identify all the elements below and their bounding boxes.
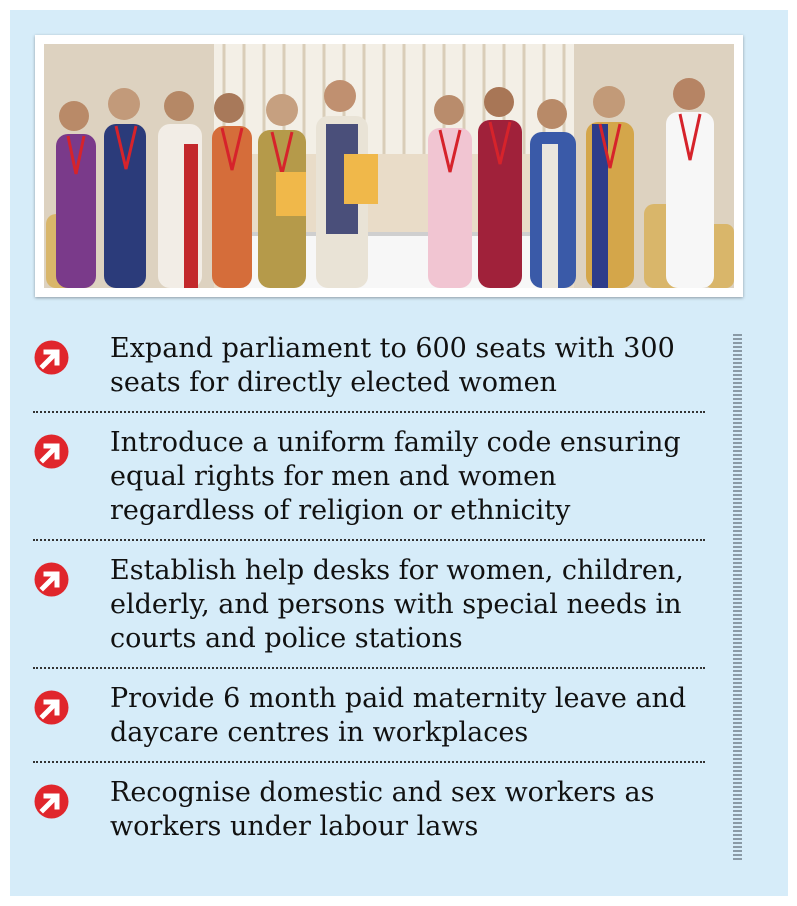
text-line: Establish help desks for women, children, [110,555,684,586]
list-item-text [110,554,705,656]
text-line: seats for directly elected women [110,367,557,398]
text-line: Introduce a uniform family code ensuring [110,427,681,458]
text-line: courts and police stations [110,623,463,654]
group-photo [44,44,734,288]
text-line: equal rights for men and women [110,461,557,492]
arrow-bullet-icon [33,339,70,376]
list-item [33,682,705,750]
arrow-bullet-icon [33,689,70,726]
text-line: regardless of religion or ethnicity [110,495,571,526]
recommendation-list [33,332,705,844]
arrow-bullet-icon [33,561,70,598]
text-line: daycare centres in workplaces [110,717,529,748]
dotted-divider [33,539,705,541]
dotted-vertical-rule [733,334,742,860]
text-line: Expand parliament to 600 seats with 300 [110,333,675,364]
list-item [33,554,705,656]
text-line: Recognise domestic and sex workers as [110,777,655,808]
list-item [33,776,705,844]
arrow-bullet-icon [33,433,70,470]
group-photo-illustration [44,44,734,288]
dotted-divider [33,667,705,669]
list-item-text [110,426,705,528]
list-item-text [110,682,705,750]
text-line: elderly, and persons with special needs in [110,589,682,620]
list-item-text [110,332,705,400]
list-item-text [110,776,705,844]
text-line: workers under labour laws [110,811,479,842]
list-item [33,426,705,528]
list-item [33,332,705,400]
dotted-divider [33,761,705,763]
dotted-divider [33,411,705,413]
text-line: Provide 6 month paid maternity leave and [110,683,687,714]
arrow-bullet-icon [33,783,70,820]
photo-frame [35,35,743,297]
